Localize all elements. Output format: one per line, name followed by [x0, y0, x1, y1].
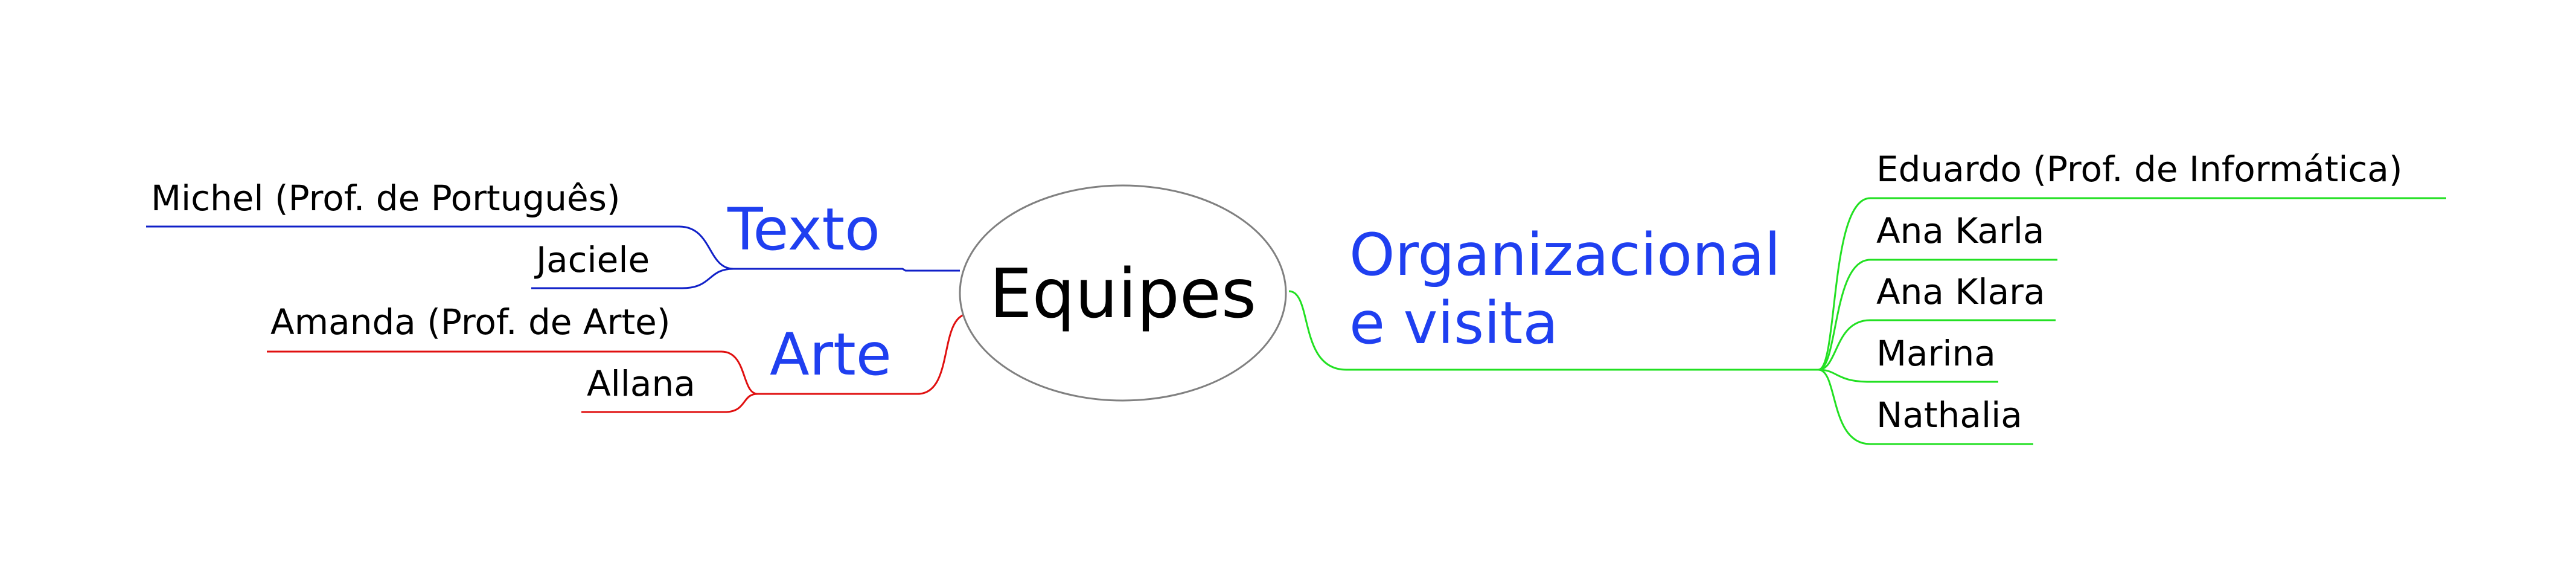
branch-label-organizacional-line2: e visita: [1349, 289, 1559, 357]
branch-texto: [146, 178, 960, 288]
leaf-michel: Michel (Prof. de Português): [151, 178, 621, 219]
center-label: Equipes: [989, 255, 1257, 333]
connector-center-texto: [733, 269, 960, 271]
leaf-amanda: Amanda (Prof. de Arte): [270, 301, 671, 343]
leaf-ana-klara: Ana Klara: [1876, 271, 2045, 312]
branch-arte: [267, 301, 966, 412]
leaf-ana-karla: Ana Karla: [1876, 210, 2045, 251]
branch-organizacional: [1289, 149, 2446, 444]
center-topic: [960, 185, 1286, 401]
leaf-marina: Marina: [1876, 333, 1996, 374]
branch-label-arte: Arte: [770, 321, 892, 388]
branch-label-texto: Texto: [727, 196, 880, 263]
leaf-eduardo: Eduardo (Prof. de Informática): [1876, 149, 2403, 190]
leaf-allana: Allana: [587, 363, 695, 404]
leaf-nathalia: Nathalia: [1876, 394, 2022, 436]
branch-label-organizacional-line1: Organizacional: [1349, 221, 1781, 289]
leaf-jaciele: Jaciele: [536, 239, 650, 280]
